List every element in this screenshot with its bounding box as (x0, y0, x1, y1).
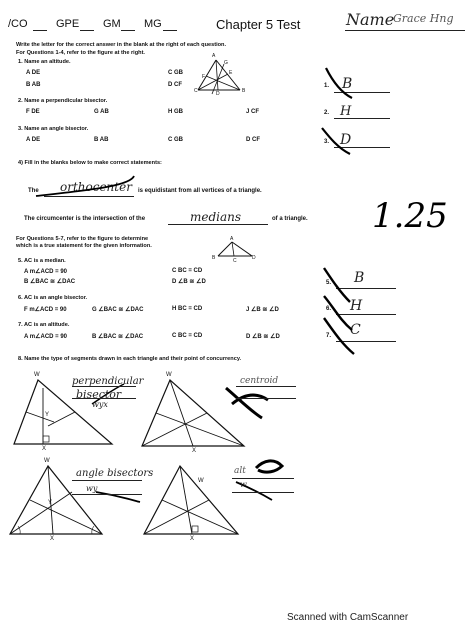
header-mg: MG (144, 18, 162, 30)
tri3-label-x: X (50, 536, 55, 542)
q2-option-g: G AB (94, 109, 109, 115)
q5-option-c: C BC = CD (172, 268, 203, 274)
q8-triangle-2 (140, 376, 250, 456)
q7-option-c: C BC = CD (172, 333, 203, 339)
q3-number: 3. (324, 139, 330, 145)
fig2-label-b: B (212, 255, 216, 261)
q4-s2-pre: The circumcenter is the intersection of the (24, 216, 146, 222)
q7-option-b: B ∠BAC ≅ ∠DAC (92, 334, 144, 340)
fig1-label-g: G (224, 60, 228, 66)
instructions-line1: Write the letter for the correct answer in the blank at the right of each question. (16, 42, 227, 48)
q2-option-f: F DE (26, 109, 40, 115)
scanned-footer: Scanned with CamScanner (287, 612, 409, 623)
q8-text: 8. Name the type of segments drawn in each triangle and their point of concurrency. (18, 356, 242, 362)
q6-answer: H (350, 298, 363, 314)
q1-option-d: D CF (168, 82, 182, 88)
q6-option-j: J ∠B ≅ ∠D (246, 307, 279, 313)
q6-option-g: G ∠BAC ≅ ∠DAC (92, 307, 144, 313)
q1-option-a: A DE (26, 70, 41, 76)
q3-option-d: D CF (246, 137, 260, 143)
tri2-label-x: X (192, 448, 197, 454)
q2-answer: H (340, 104, 352, 119)
q7-number: 7. (326, 333, 332, 339)
q6-option-h: H BC = CD (172, 306, 203, 312)
q4-s1-answer: orthocenter (60, 180, 132, 194)
q5-option-d: D ∠B ≅ ∠D (172, 279, 206, 285)
q1-option-c: C GB (168, 70, 183, 76)
q1-number: 1. (324, 83, 330, 89)
q5-option-b: B ∠BAC ≅ ∠DAC (24, 279, 76, 285)
header-gm: GM (103, 18, 121, 30)
q3-text: 3. Name an angle bisector. (18, 126, 89, 132)
q57-intro1: For Questions 5-7, refer to the figure to determine (16, 236, 149, 242)
tri2-line-2 (236, 398, 296, 399)
q2-text: 2. Name a perpendicular bisector. (18, 98, 108, 104)
q5-answer: B (354, 270, 365, 286)
name-value: Grace Hng (393, 12, 454, 25)
instructions-line2: For Questions 1-4, refer to the figure at the right. (16, 50, 145, 56)
fig2-label-a: A (230, 236, 234, 242)
q4-s2-post: of a triangle. (272, 216, 308, 222)
tri4-answer-2: w (240, 480, 247, 489)
q5-number: 5. (326, 280, 332, 286)
q7-option-a: A m∠ACD = 90 (24, 334, 68, 340)
tri1-answer-3: wyx (92, 400, 108, 409)
tri4-line-2 (232, 492, 294, 493)
q2-number: 2. (324, 110, 330, 116)
fig2-label-c: C (233, 258, 237, 264)
q6-number: 6. (326, 306, 332, 312)
header-gpe: GPE (56, 18, 80, 30)
tri2-label-w: W (166, 372, 172, 378)
q7-option-d: D ∠B ≅ ∠D (246, 334, 280, 340)
q4-s1-pre: The (28, 188, 39, 194)
q6-text: 6. AC is an angle bisector. (18, 295, 88, 301)
q57-intro2: which is a true statement for the given information. (16, 243, 152, 249)
q5-option-a: A m∠ACD = 90 (24, 269, 68, 275)
q4-text: 4) Fill in the blanks below to make correct statements: (18, 160, 162, 166)
tri1-answer-2: bisector (76, 388, 122, 401)
q3-option-a: A DE (26, 137, 41, 143)
fig1-label-c: C (194, 88, 198, 94)
score-mark: 1.25 (372, 196, 448, 236)
tri3-answer: angle bisectors (76, 468, 154, 479)
q6-option-f: F m∠ACD = 90 (24, 307, 67, 313)
q8-triangle-4 (142, 462, 242, 542)
tri3-label-w: W (44, 458, 50, 464)
q2-option-j: J CF (246, 109, 260, 115)
header-prefix: /CO (8, 18, 28, 30)
tri3-line-1 (72, 480, 142, 481)
tri4-label-x: X (190, 536, 195, 542)
tri3-answer-2: wy (86, 484, 98, 493)
q5-text: 5. AC is a median. (18, 258, 66, 264)
q1-text: 1. Name an altitude. (18, 59, 71, 65)
tri4-line-1 (232, 478, 294, 479)
fig1-label-a: A (212, 53, 216, 59)
q4-s2-answer: medians (190, 210, 242, 224)
tri1-label-y: Y (45, 412, 50, 418)
tri1-answer-1: perpendicular (72, 376, 144, 387)
tri1-line-1 (72, 386, 136, 387)
tri1-label-w: W (34, 372, 40, 378)
q7-text: 7. AC is an altitude. (18, 322, 70, 328)
fig1-label-b: B (242, 88, 246, 94)
q4-s1-post: is equidistant from all vertices of a triangle. (138, 188, 262, 194)
q1-answer: B (342, 76, 353, 92)
q3-option-c: C GB (168, 137, 183, 143)
tri3-line-2 (72, 494, 142, 495)
q3-answer: D (340, 132, 352, 148)
tri4-label-w: W (198, 478, 204, 484)
fig1-label-e: E (229, 70, 233, 76)
tri1-label-x: X (42, 446, 47, 452)
tri4-answer: alt (234, 466, 246, 476)
fig1-label-d: D (216, 91, 220, 97)
tri3-label-y: Y (48, 500, 53, 506)
tri2-answer: centroid (240, 376, 279, 386)
q1-option-b: B AB (26, 82, 41, 88)
fig2-label-d: D (252, 255, 256, 261)
page-title: Chapter 5 Test (216, 17, 301, 32)
q3-option-b: B AB (94, 137, 109, 143)
tri1-line-2 (72, 398, 136, 399)
fig1-label-f: F (202, 74, 206, 80)
q2-option-h: H GB (168, 109, 183, 115)
name-label: Name (346, 10, 395, 29)
q7-answer: C (350, 322, 361, 338)
tri2-line-1 (236, 386, 296, 387)
